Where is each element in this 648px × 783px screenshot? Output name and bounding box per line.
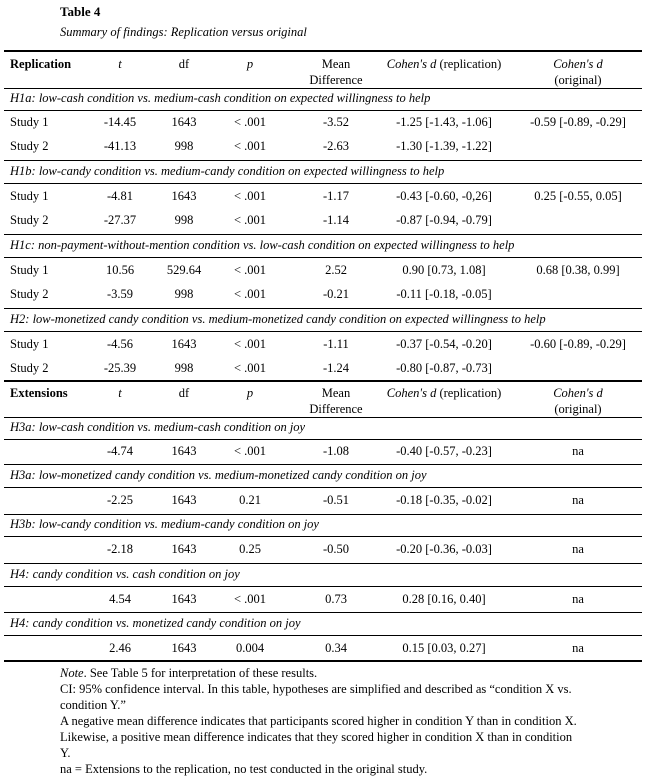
header-d-replication-italic: Cohen's d — [386, 386, 437, 400]
cell-mean-diff: -3.52 — [322, 115, 350, 129]
cell-t: -41.13 — [103, 139, 137, 153]
cell-d-replication: -1.25 [-1.43, -1.06] — [396, 115, 492, 129]
cell-d-original: 0.25 [-0.55, 0.05] — [534, 189, 622, 203]
cell-mean-diff: -1.24 — [322, 361, 350, 375]
header-d-replication-rest: (replication) — [436, 386, 502, 400]
rule — [4, 257, 642, 258]
header-t: t — [118, 57, 122, 71]
cell-d-replication: -0.40 [-0.57, -0.23] — [396, 444, 492, 458]
cell-mean-diff: 0.73 — [325, 592, 347, 606]
cell-d-replication: 0.28 [0.16, 0.40] — [402, 592, 486, 606]
study-label: Study 1 — [10, 189, 49, 203]
rule — [4, 635, 642, 636]
table-title: Table 4 — [60, 4, 101, 19]
header-d-original-2: (original) — [554, 73, 602, 87]
cell-d-original: na — [572, 641, 584, 655]
study-label: Study 1 — [10, 337, 49, 351]
study-label: Study 2 — [10, 139, 49, 153]
cell-df: 529.64 — [166, 263, 202, 277]
study-label: Study 2 — [10, 361, 49, 375]
header-p: p — [246, 386, 254, 400]
cell-d-replication: -1.30 [-1.39, -1.22] — [396, 139, 492, 153]
hypothesis-label-h4-monetized: H4: candy condition vs. monetized candy condition on joy — [10, 616, 301, 630]
header-mean-diff-1: Mean — [321, 386, 351, 400]
rule — [4, 417, 642, 418]
cell-p: < .001 — [233, 361, 267, 375]
cell-d-replication: -0.18 [-0.35, -0.02] — [396, 493, 492, 507]
rule — [4, 487, 642, 488]
cell-t: -3.59 — [106, 287, 134, 301]
cell-df: 1643 — [171, 592, 197, 606]
note-negative: A negative mean difference indicates that participants scored higher in condition Y than in condition X. Likewise, a positive mean difference indicates that they scored higher in condition X than in condition Y. — [60, 714, 577, 760]
cell-mean-diff: -1.14 — [322, 213, 350, 227]
hypothesis-label-h1b: H1b: low-candy condition vs. medium-candy condition on expected willingness to help — [10, 164, 445, 178]
cell-d-replication: -0.87 [-0.94, -0.79] — [396, 213, 492, 227]
section-label-extensions: Extensions — [10, 386, 68, 400]
cell-t: -27.37 — [103, 213, 137, 227]
cell-d-replication: -0.20 [-0.36, -0.03] — [396, 542, 492, 556]
rule — [4, 160, 642, 161]
cell-p: 0.004 — [235, 641, 265, 655]
cell-df: 1643 — [171, 337, 197, 351]
cell-df: 1643 — [171, 444, 197, 458]
cell-d-replication: -0.80 [-0.87, -0.73] — [396, 361, 492, 375]
note-text: . See Table 5 for interpretation of these results. — [83, 666, 318, 680]
cell-p: < .001 — [233, 263, 267, 277]
hypothesis-label-h1a: H1a: low-cash condition vs. medium-cash condition on expected willingness to help — [10, 91, 431, 105]
cell-mean-diff: -0.21 — [322, 287, 350, 301]
header-d-replication-italic: Cohen's d — [386, 57, 437, 71]
rule-bottom — [4, 660, 642, 662]
cell-d-original: na — [572, 592, 584, 606]
cell-mean-diff: -1.17 — [322, 189, 350, 203]
cell-d-original: -0.59 [-0.89, -0.29] — [530, 115, 626, 129]
hypothesis-label-h1c: H1c: non-payment-without-mention condition vs. low-cash condition on expected willingness to help — [10, 238, 515, 252]
note-ci: CI: 95% confidence interval. In this table, hypotheses are simplified and described as “condition X vs. condition Y.” — [60, 682, 572, 712]
cell-mean-diff: -0.51 — [322, 493, 350, 507]
rule — [4, 612, 642, 613]
cell-p: < .001 — [233, 213, 267, 227]
header-mean-diff-1: Mean — [321, 57, 351, 71]
hypothesis-label-h2: H2: low-monetized candy condition vs. medium-monetized candy condition on expected willingness to help — [10, 312, 546, 326]
cell-df: 998 — [174, 361, 194, 375]
note-na: na = Extensions to the replication, no test conducted in the original study. — [60, 762, 428, 776]
table-notes — [60, 665, 580, 777]
cell-d-original: na — [572, 493, 584, 507]
cell-p: < .001 — [233, 592, 267, 606]
cell-d-replication: -0.37 [-0.54, -0.20] — [396, 337, 492, 351]
rule — [4, 439, 642, 440]
cell-p: < .001 — [233, 287, 267, 301]
header-d-original-1: Cohen's d — [553, 57, 603, 71]
cell-t: 4.54 — [109, 592, 131, 606]
cell-mean-diff: -1.08 — [322, 444, 350, 458]
study-label: Study 2 — [10, 287, 49, 301]
cell-df: 1643 — [171, 493, 197, 507]
table-subtitle: Summary of findings: Replication versus original — [60, 25, 307, 39]
rule-section — [4, 380, 642, 382]
rule — [4, 536, 642, 537]
header-df: df — [178, 386, 190, 400]
cell-mean-diff: -1.11 — [323, 337, 349, 351]
cell-p: < .001 — [233, 115, 267, 129]
header-p: p — [246, 57, 254, 71]
cell-t: -2.25 — [106, 493, 134, 507]
cell-mean-diff: -0.50 — [322, 542, 350, 556]
header-d-original-2: (original) — [554, 402, 602, 416]
header-d-original-1: Cohen's d — [553, 386, 603, 400]
cell-d-replication: 0.15 [0.03, 0.27] — [402, 641, 486, 655]
cell-p: < .001 — [233, 444, 267, 458]
hypothesis-label-h3a-monetized: H3a: low-monetized candy condition vs. medium-monetized candy condition on joy — [10, 468, 427, 482]
cell-p: 0.21 — [239, 493, 261, 507]
cell-mean-diff: -2.63 — [322, 139, 350, 153]
cell-t: -2.18 — [106, 542, 134, 556]
header-t: t — [118, 386, 122, 400]
cell-df: 998 — [174, 139, 194, 153]
cell-d-original: na — [572, 542, 584, 556]
cell-p: < .001 — [233, 189, 267, 203]
cell-p: < .001 — [233, 337, 267, 351]
rule — [4, 586, 642, 587]
cell-t: -4.81 — [106, 189, 134, 203]
header-d-replication — [374, 385, 514, 401]
header-df: df — [178, 57, 190, 71]
cell-t: -4.56 — [106, 337, 134, 351]
rule — [4, 110, 642, 111]
cell-d-replication: -0.43 [-0.60, -0,26] — [396, 189, 492, 203]
header-d-replication — [374, 56, 514, 72]
cell-d-original: na — [572, 444, 584, 458]
cell-p: < .001 — [233, 139, 267, 153]
cell-t: -14.45 — [103, 115, 137, 129]
cell-df: 1643 — [171, 115, 197, 129]
hypothesis-label-h3a-cash: H3a: low-cash condition vs. medium-cash condition on joy — [10, 420, 306, 434]
header-mean-diff-2: Difference — [309, 402, 363, 416]
rule-top — [4, 50, 642, 52]
cell-mean-diff: 2.52 — [325, 263, 347, 277]
header-mean-diff-2: Difference — [309, 73, 363, 87]
rule — [4, 308, 642, 309]
cell-t: 10.56 — [105, 263, 135, 277]
cell-df: 1643 — [171, 641, 197, 655]
rule — [4, 234, 642, 235]
cell-df: 998 — [174, 287, 194, 301]
cell-df: 998 — [174, 213, 194, 227]
cell-df: 1643 — [171, 542, 197, 556]
rule — [4, 464, 642, 465]
cell-d-replication: -0.11 [-0.18, -0.05] — [396, 287, 492, 301]
cell-d-original: 0.68 [0.38, 0.99] — [536, 263, 620, 277]
note-line — [60, 665, 580, 681]
rule — [4, 331, 642, 332]
rule — [4, 183, 642, 184]
cell-d-replication: 0.90 [0.73, 1.08] — [402, 263, 486, 277]
study-label: Study 2 — [10, 213, 49, 227]
cell-p: 0.25 — [239, 542, 261, 556]
cell-t: -4.74 — [106, 444, 134, 458]
hypothesis-label-h4-cash: H4: candy condition vs. cash condition on joy — [10, 567, 240, 581]
rule — [4, 563, 642, 564]
cell-df: 1643 — [171, 189, 197, 203]
cell-mean-diff: 0.34 — [325, 641, 347, 655]
study-label: Study 1 — [10, 263, 49, 277]
note-label: Note — [60, 666, 84, 680]
cell-t: -25.39 — [103, 361, 137, 375]
rule — [4, 88, 642, 89]
study-label: Study 1 — [10, 115, 49, 129]
hypothesis-label-h3b: H3b: low-candy condition vs. medium-candy condition on joy — [10, 517, 319, 531]
cell-d-original: -0.60 [-0.89, -0.29] — [530, 337, 626, 351]
cell-t: 2.46 — [109, 641, 131, 655]
section-label-replication: Replication — [10, 57, 72, 71]
rule — [4, 514, 642, 515]
header-d-replication-rest: (replication) — [436, 57, 502, 71]
